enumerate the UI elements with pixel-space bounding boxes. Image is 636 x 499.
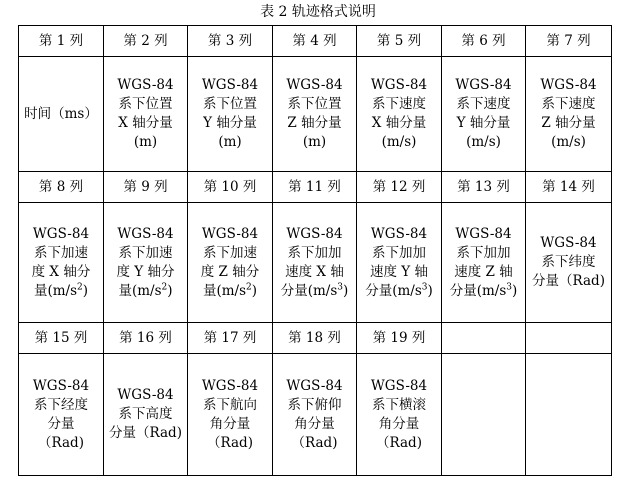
table-cell — [188, 354, 273, 476]
column-header: 第 7 列 — [526, 26, 612, 57]
empty-cell — [442, 323, 526, 354]
table-cell — [273, 203, 357, 323]
content-row-1 — [19, 57, 612, 172]
cell-main: WGS-84 系下纬度 分量（Rad) — [532, 235, 605, 289]
header-row-1 — [19, 26, 612, 57]
cell-main: WGS-84 系下加加 速度 X 轴 分量(m/s — [280, 225, 344, 299]
cell-text: WGS-84 系下经度 分量 （Rad) — [32, 377, 90, 451]
content-row-3 — [19, 354, 612, 476]
header-row-3 — [19, 323, 612, 354]
table-cell — [526, 203, 612, 323]
cell-tail: ) — [251, 282, 258, 299]
cell-text: WGS-84 系下速度 X 轴分量 (m/s) — [370, 77, 428, 150]
table-cell — [273, 354, 357, 476]
table-cell — [104, 354, 188, 476]
cell-text: WGS-84 系下速度 Y 轴分量 (m/s) — [455, 77, 512, 150]
column-header: 第 18 列 — [273, 323, 357, 354]
cell-main: WGS-84 系下加速 度 Z 轴分 量(m/s — [200, 225, 260, 299]
column-header: 第 6 列 — [442, 26, 526, 57]
cell-tail: ) — [82, 282, 89, 299]
empty-cell — [526, 354, 612, 476]
cell-tail: ) — [427, 282, 433, 299]
table-cell — [104, 203, 188, 323]
column-header: 第 17 列 — [188, 323, 273, 354]
cell-text — [281, 225, 349, 301]
table-cell — [19, 57, 104, 172]
unit-exponent: 3 — [421, 282, 428, 292]
header-row-2 — [19, 172, 612, 203]
column-header: 第 11 列 — [273, 172, 357, 203]
table-cell — [442, 203, 526, 323]
cell-text: WGS-84 系下高度 分量（Rad) — [109, 387, 182, 441]
unit-exponent: 2 — [246, 282, 252, 292]
column-header: 第 8 列 — [19, 172, 104, 203]
column-header: 第 3 列 — [188, 26, 273, 57]
table-cell — [526, 57, 612, 172]
cell-tail: ) — [343, 282, 349, 299]
cell-text — [32, 225, 91, 301]
unit-exponent: 3 — [506, 282, 512, 292]
cell-text — [201, 225, 259, 301]
column-header: 第 16 列 — [104, 323, 188, 354]
cell-text: WGS-84 系下位置 X 轴分量 (m) — [117, 77, 174, 150]
table-cell — [19, 354, 104, 476]
column-header: 第 15 列 — [19, 323, 104, 354]
column-header: 第 19 列 — [357, 323, 442, 354]
column-header: 第 12 列 — [357, 172, 442, 203]
unit-exponent: 2 — [161, 282, 168, 292]
cell-text — [450, 225, 518, 301]
cell-text — [117, 225, 175, 301]
cell-tail: ) — [167, 282, 173, 299]
table-cell — [104, 57, 188, 172]
cell-text: 时间（ms） — [24, 105, 98, 122]
cell-main: WGS-84 系下加加 速度 Y 轴 分量(m/s — [365, 225, 428, 299]
column-header: 第 4 列 — [273, 26, 357, 57]
unit-exponent: 2 — [77, 282, 83, 292]
cell-text: WGS-84 系下速度 Z 轴分量 (m/s) — [540, 77, 597, 150]
empty-cell — [442, 354, 526, 476]
cell-main: WGS-84 系下加速 度 Y 轴分 量(m/s — [116, 225, 175, 299]
cell-text: WGS-84 系下横滚 角分量 （Rad) — [370, 377, 428, 451]
unit-exponent: 3 — [337, 282, 343, 292]
column-header: 第 2 列 — [104, 26, 188, 57]
column-header: 第 13 列 — [442, 172, 526, 203]
cell-text — [532, 234, 605, 291]
column-header: 第 9 列 — [104, 172, 188, 203]
table-cell — [273, 57, 357, 172]
table-cell — [357, 57, 442, 172]
table-cell — [357, 203, 442, 323]
table-cell — [442, 57, 526, 172]
table-cell — [19, 203, 104, 323]
empty-cell — [526, 323, 612, 354]
trajectory-format-table — [18, 25, 612, 476]
cell-tail: ) — [512, 282, 518, 299]
cell-main: WGS-84 系下加加 速度 Z 轴 分量(m/s — [449, 225, 513, 299]
cell-text: WGS-84 系下位置 Z 轴分量 (m) — [286, 77, 343, 150]
table-cell — [188, 203, 273, 323]
cell-text: WGS-84 系下航向 角分量 （Rad) — [201, 377, 259, 451]
column-header: 第 1 列 — [19, 26, 104, 57]
column-header: 第 5 列 — [357, 26, 442, 57]
cell-text — [365, 225, 433, 301]
cell-text: WGS-84 系下位置 Y 轴分量 (m) — [201, 77, 259, 150]
column-header: 第 14 列 — [526, 172, 612, 203]
cell-main: WGS-84 系下加速 度 X 轴分 量(m/s — [31, 225, 91, 299]
table-cell — [188, 57, 273, 172]
table-cell — [357, 354, 442, 476]
table-caption: 表 2 轨迹格式说明 — [260, 4, 376, 20]
column-header: 第 10 列 — [188, 172, 273, 203]
content-row-2 — [19, 203, 612, 323]
cell-text: WGS-84 系下俯仰 角分量 （Rad) — [286, 377, 343, 451]
